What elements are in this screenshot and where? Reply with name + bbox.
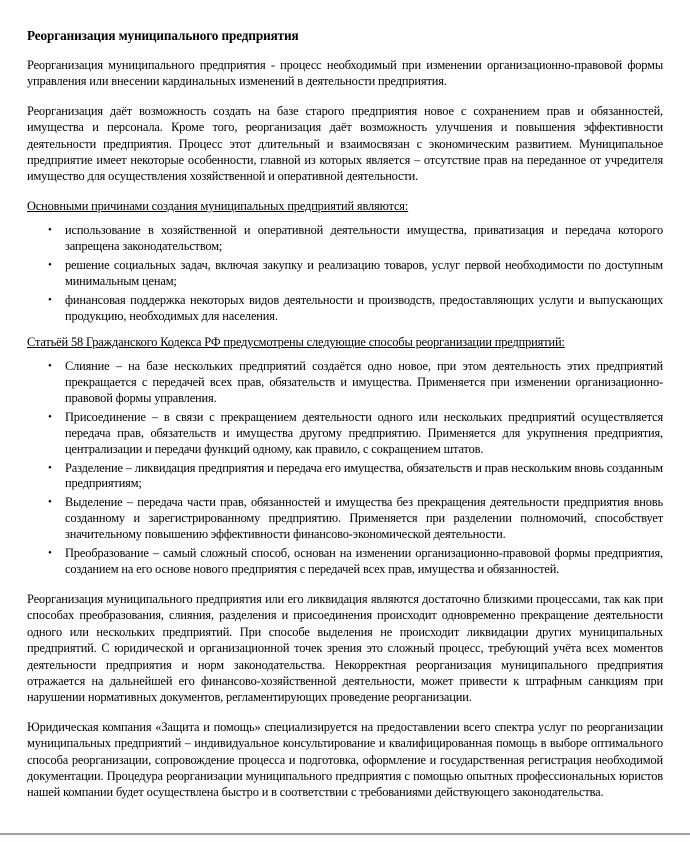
- list-item-text: Выделение – передача части прав, обязанностей и имущества без прекращения деятельности предприятия вновь созданному и зарегистрированному предприятию. Применяется при разделении полномочий, способствует значительному повышению эффективности финансово-экономической деятельности.: [65, 495, 663, 542]
- methods-bullet-list: [27, 359, 663, 578]
- page-bottom-divider: [0, 833, 690, 835]
- methods-section-heading: Статьёй 58 Гражданского Кодекса РФ предусмотрены следующие способы реорганизации предприятий:: [27, 334, 565, 349]
- closing-paragraph-2: Юридическая компания «Защита и помощь» специализируется на предоставлении всего спектра услуг по реорганизации муниципальных предприятий – индивидуальное консультирование и квалифицированная помощь в выборе оптимального способа реорганизации, сопровождение процесса и подготовка, оформление и государственная регистрация необходимой документации. Процедура реорганизации муниципального предприятия с помощью опытных профессиональных юристов нашей компании будет осуществлена быстро и в соответствии с требованиями действующего законодательства.: [27, 719, 663, 800]
- list-item-text: финансовая поддержка некоторых видов деятельности и производств, предоставляющих услуги и выпускающих продукцию, необходимых для населения.: [65, 292, 663, 323]
- intro-paragraph-2: Реорганизация даёт возможность создать на базе старого предприятия новое с сохранением прав и обязанностей, имущества и персонала. Кроме того, реорганизация даёт возможность улучшения и повышения эффективности деятельности предприятия. Процесс этот длительный и взаимосвязан с экономическим развитием. Муниципальное предприятие имеет некоторые особенности, главной из которых является – отсутствие прав на переданное от учредителя имущество для осуществления хозяйственной и оперативной деятельности.: [27, 103, 663, 184]
- bullet-icon: •: [48, 547, 52, 560]
- bullet-icon: •: [48, 496, 52, 509]
- bullet-icon: •: [48, 410, 52, 423]
- list-item: [27, 495, 663, 543]
- list-item: [27, 410, 663, 458]
- list-item-text: использование в хозяйственной и оперативной деятельности имущества, приватизация и передача которого запрещена законодательством;: [65, 223, 663, 254]
- bullet-icon: •: [48, 461, 52, 474]
- list-item: [27, 546, 663, 578]
- bullet-icon: •: [48, 360, 52, 373]
- causes-section-heading: Основными причинами создания муниципальных предприятий являются:: [27, 198, 409, 213]
- closing-paragraph-1: Реорганизация муниципального предприятия или его ликвидация являются достаточно близкими процессами, так как при способах преобразования, слияния, разделения и присоединения происходит одновременно прекращение деятельности одного или нескольких предприятий. При способе выделения не происходит ликвидации других муниципальных предприятий. С юридической и организационной точек зрения это сложный процесс, требующий учёта всех моментов деятельности предприятия и норм законодательства. Некорректная реорганизация муниципального предприятия отражается на дальнейшей его финансово-хозяйственной деятельности, может привести к штрафным санкциям при нарушении нормативных документов, регламентирующих проведение реорганизации.: [27, 591, 663, 705]
- list-item: [27, 223, 663, 255]
- causes-bullet-list: [27, 223, 663, 324]
- list-item: [27, 461, 663, 493]
- list-item-text: Слияние – на базе нескольких предприятий создаётся одно новое, при этом деятельность этих предприятий прекращается с передачей всех прав, обязательств и имущества. Применяется при изменении организационно-правовой формы управления.: [65, 359, 663, 405]
- list-item-text: решение социальных задач, включая закупку и реализацию товаров, услуг первой необходимости по доступным минимальным ценам;: [65, 258, 663, 288]
- list-item: [27, 359, 663, 407]
- list-item: [27, 258, 663, 290]
- list-item-text: Разделение – ликвидация предприятия и передача его имущества, обязательств и прав нескольким вновь созданным предприятиям;: [65, 460, 663, 491]
- bullet-icon: •: [48, 224, 52, 237]
- document-title: Реорганизация муниципального предприятия: [27, 28, 299, 43]
- bullet-icon: •: [48, 293, 52, 306]
- bullet-icon: •: [48, 259, 52, 272]
- list-item-text: Присоединение – в связи с прекращением деятельности одного или нескольких предприятий осуществляется передача прав, обязательств и имущества другому предприятию. Применяется для укрупнения предприятия, централизации и передачи функций одному, как правило, с сокращением штатов.: [65, 409, 663, 456]
- list-item: [27, 293, 663, 325]
- list-item-text: Преобразование – самый сложный способ, основан на изменении организационно-правовой формы предприятия, созданием на его основе нового предприятия с передачей всех прав, имущества и обязанностей.: [65, 546, 663, 576]
- intro-paragraph-1: Реорганизация муниципального предприятия - процесс необходимый при изменении организационно-правовой формы управления или внесении кардинальных изменений в деятельности предприятия.: [27, 58, 663, 89]
